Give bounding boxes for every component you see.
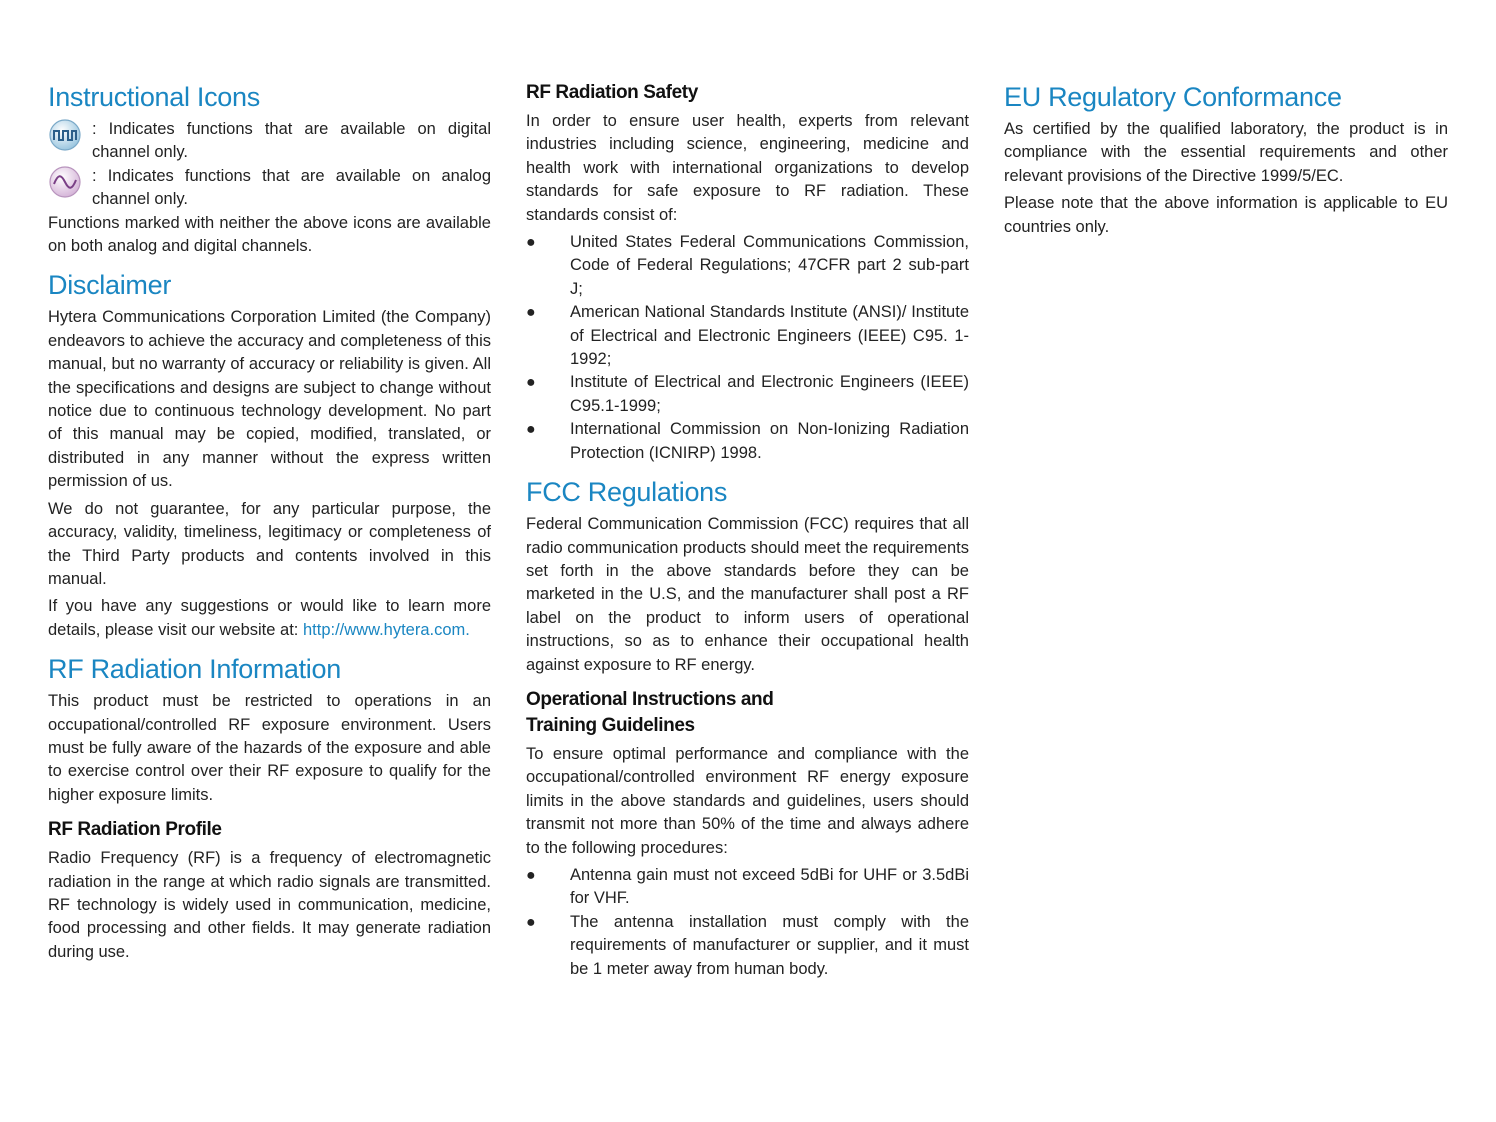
operational-paragraph: To ensure optimal performance and compliance with the occupational/controlled environment RF energy exposure limits in the above standards and guidelines, users should transmit not more than 50% of the time and always adhere to the following procedures: (526, 744, 969, 857)
eu-heading: EU Regulatory Conformance (1004, 82, 1342, 112)
list-item (526, 864, 969, 911)
bullet-icon: ● (526, 421, 536, 439)
list-item-text: American National Standards Institute (ANSI)/ Institute of Electrical and Electronic Engineers (IEEE) C95. 1-1992; (570, 303, 969, 369)
fcc-section (526, 475, 969, 677)
list-item (526, 911, 969, 981)
digital-icon-description: : Indicates functions that are available on digital channel only. (92, 120, 491, 162)
rf-safety-heading: RF Radiation Safety (526, 82, 698, 103)
fcc-heading: FCC Regulations (526, 477, 728, 508)
disclaimer-paragraph-1: Hytera Communications Corporation Limited (the Company) endeavors to achieve the accuracy and completeness of this manual, but no warranty of accuracy or reliability is given. All the specifications and designs are subject to change without notice due to continuous technology development. No part of this manual may be copied, modified, translated, or distributed in any manner without the express written permission of us. (48, 308, 491, 491)
rf-profile-heading: RF Radiation Profile (48, 819, 222, 841)
list-item-text: Institute of Electrical and Electronic Engineers (IEEE) C95.1-1999; (570, 373, 969, 415)
rf-safety-paragraph: In order to ensure user health, experts from relevant industries including science, engineering, medicine and health work with international organizations to develop standards for safe exposure to RF radiation. These standards consist of: (526, 112, 969, 224)
instructional-icons-section (48, 80, 491, 258)
rf-profile-section (48, 817, 491, 964)
operational-heading (526, 687, 969, 739)
bullet-icon: ● (526, 866, 536, 884)
rf-safety-section (526, 80, 969, 465)
disclaimer-paragraph-3 (48, 595, 491, 642)
digital-icon-row (48, 118, 491, 165)
procedures-list (526, 864, 969, 981)
analog-icon-description: : Indicates functions that are available on analog channel only. (92, 166, 491, 209)
operational-heading-line-1: Operational Instructions and (526, 688, 774, 710)
list-item (526, 371, 969, 418)
operational-section (526, 687, 969, 981)
analog-icon-row (48, 165, 491, 212)
list-item-text: Antenna gain must not exceed 5dBi for UHF or 3.5dBi for VHF. (570, 865, 969, 908)
bullet-icon: ● (526, 374, 536, 392)
disclaimer-paragraph-3-text: If you have any suggestions or would like to learn more details, please visit our website at: (48, 597, 491, 639)
column-left (48, 80, 491, 974)
eu-paragraph-1: As certified by the qualified laboratory, the product is in compliance with the essential requirements and other relevant provisions of the Directive 1999/5/EC. (1004, 120, 1448, 185)
fcc-paragraph: Federal Communication Commission (FCC) requires that all radio communication products should meet the requirements set forth in the above standards before they can be marketed in the U.S, and the manufacturer shall post a RF label on the product to inform users of operational instructions, so as to enhance their occupational health against exposure to RF energy. (526, 515, 969, 674)
rf-profile-paragraph: Radio Frequency (RF) is a frequency of electromagnetic radiation in the range at which radio signals are transmitted. RF technology is widely used in communication, medicine, food processing and other fields. It may generate radiation during use. (48, 849, 491, 961)
analog-channel-icon (48, 165, 82, 199)
instructional-icons-heading: Instructional Icons (48, 82, 260, 112)
icons-note: Functions marked with neither the above icons are available on both analog and digital channels. (48, 213, 491, 256)
rf-info-heading: RF Radiation Information (48, 654, 341, 685)
bullet-icon: ● (526, 234, 536, 252)
rf-info-paragraph: This product must be restricted to operations in an occupational/controlled RF exposure environment. Users must be fully aware of the hazards of the exposure and able to exercise control over their RF exposure to qualify for the higher exposure limits. (48, 692, 491, 804)
bullet-icon: ● (526, 304, 536, 322)
column-middle (526, 80, 969, 991)
bullet-icon: ● (526, 913, 536, 931)
list-item (526, 418, 969, 465)
disclaimer-section (48, 268, 491, 642)
column-right (1004, 80, 1448, 249)
operational-heading-line-2: Training Guidelines (526, 714, 695, 736)
disclaimer-heading: Disclaimer (48, 270, 172, 301)
list-item (526, 231, 969, 301)
rf-info-section (48, 652, 491, 807)
eu-paragraph-2: Please note that the above information is applicable to EU countries only. (1004, 194, 1448, 236)
website-link[interactable]: http://www.hytera.com. (302, 620, 470, 639)
digital-channel-icon (48, 118, 82, 152)
list-item (526, 301, 969, 371)
list-item-text: The antenna installation must comply with the requirements of manufacturer or supplier, and it must be 1 meter away from human body. (570, 912, 969, 978)
list-item-text: United States Federal Communications Commission, Code of Federal Regulations; 47CFR part 2 sub-part J; (570, 233, 969, 298)
standards-list (526, 231, 969, 465)
list-item-text: International Commission on Non-Ionizing Radiation Protection (ICNIRP) 1998. (570, 420, 969, 462)
eu-section (1004, 80, 1448, 239)
disclaimer-paragraph-2: We do not guarantee, for any particular purpose, the accuracy, validity, timeliness, legitimacy or completeness of the Third Party products and contents involved in this manual. (48, 499, 491, 588)
